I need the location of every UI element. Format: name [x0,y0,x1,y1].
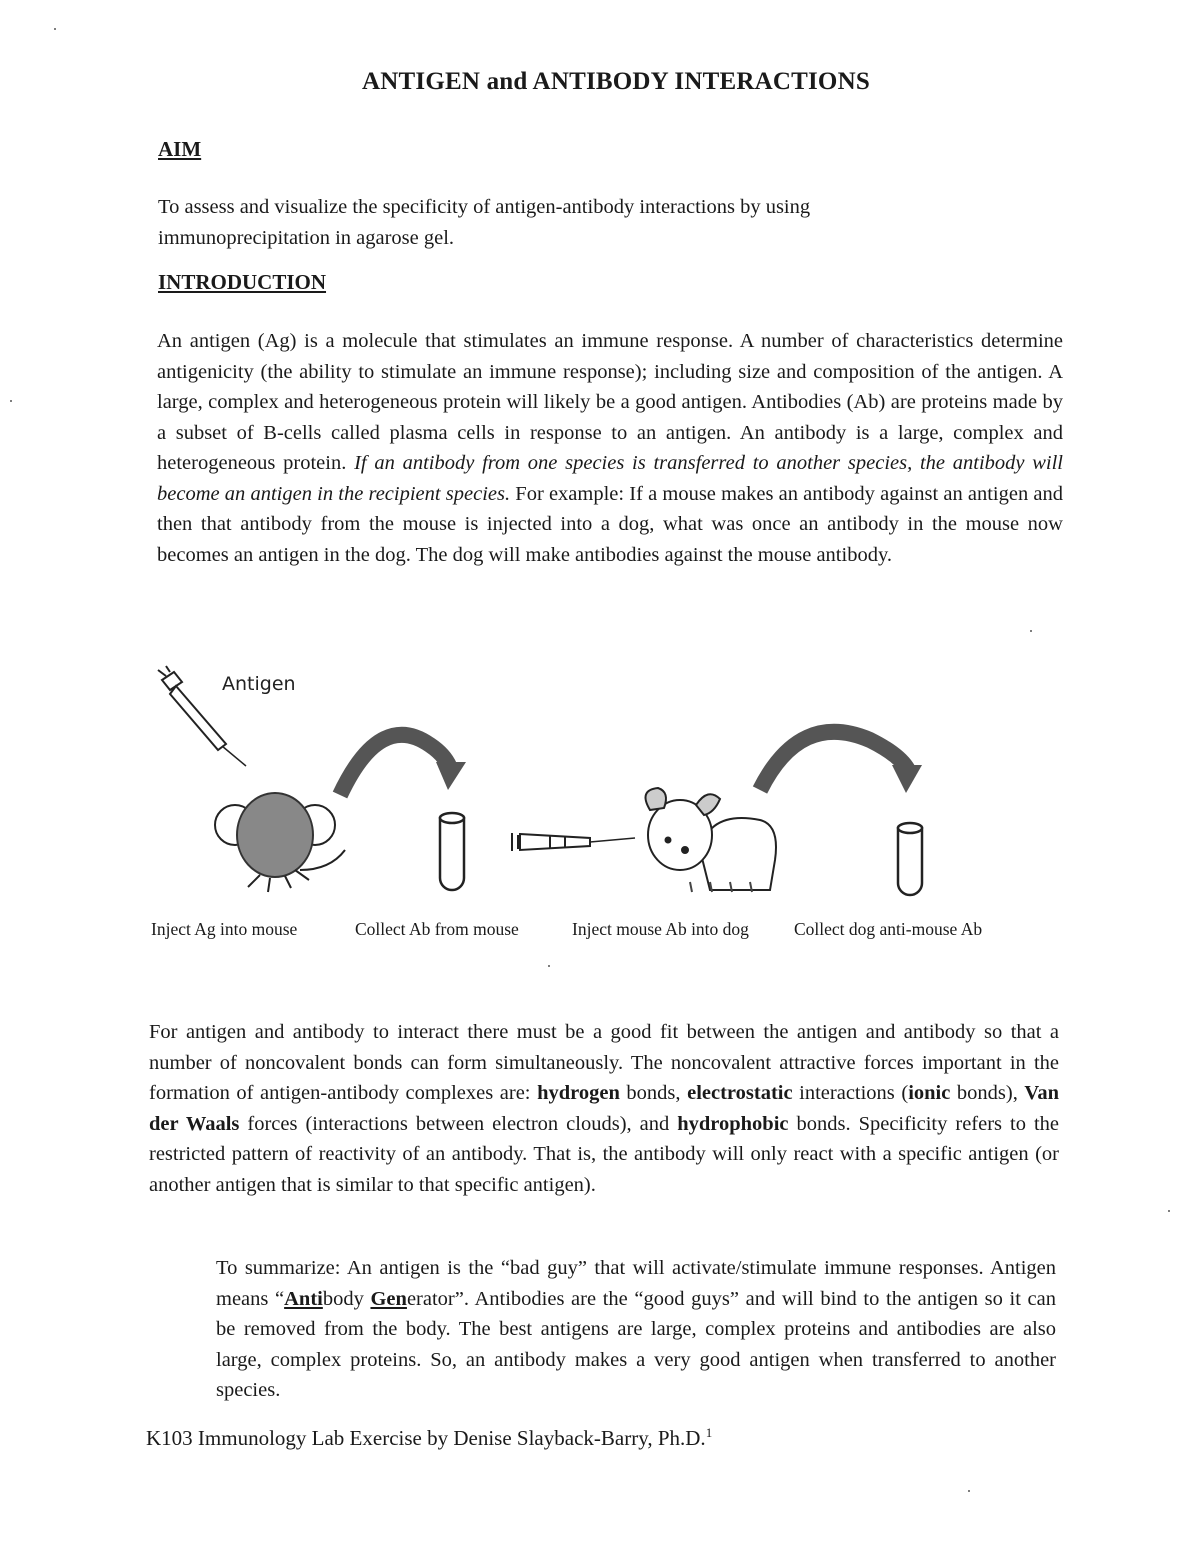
summary-text: To summarize: An antigen is the “bad guy” that will activate/stimulate immune responses. Antigen means “ [216,1257,1056,1310]
syringe-icon [512,833,635,851]
interaction-text: bonds. Specificity refers to the restricted pattern of reactivity of an antibody. That is, the antibody will only react with a specific antigen (or another antigen that is similar to that specific antigen). [149,1112,1059,1196]
page-footer [146,1425,712,1451]
intro-text-2: For example: If a mouse makes an antibody against an antigen and then that antibody from the mouse is injected into a dog, what was once an antibody in the mouse now becomes an antigen in the dog. The dog will make antibodies against the mouse antibody. [157,482,1063,566]
scan-speck [10,400,12,402]
aim-text: To assess and visualize the specificity of antigen-antibody interactions by using immunoprecipitation in agarose gel. [158,196,811,249]
summary-text: body [322,1287,371,1310]
caption-inject-mouse: Inject Ag into mouse [151,919,298,939]
intro-italic: If an antibody from one species is transferred to another species, the antibody will become an antigen in the recipient species. [157,452,1063,505]
term-hydrophobic: hydrophobic [677,1112,789,1135]
mouse-icon [215,793,345,892]
introduction-paragraph [157,326,1063,570]
curved-arrow-icon [340,735,466,795]
immunization-diagram [140,650,1040,910]
dog-icon [646,788,777,892]
antigen-label: Antigen [222,673,296,695]
summary-paragraph [216,1253,1056,1406]
interaction-text: bonds), [950,1082,1025,1104]
scan-speck [54,28,56,30]
caption-collect-mouse-ab: Collect Ab from mouse [355,919,519,939]
curved-arrow-icon [760,732,922,793]
term-ionic: ionic [908,1082,951,1104]
term-anti: Anti [284,1287,323,1310]
interaction-text: forces (interactions between electron clouds), and [239,1112,678,1135]
caption-inject-dog: Inject mouse Ab into dog [572,919,749,939]
caption-collect-dog-ab: Collect dog anti-mouse Ab [794,919,983,939]
aim-heading: AIM [158,137,202,161]
scan-speck [548,965,550,967]
summary-text: erator”. Antibodies are the “good guys” and will bind to the antigen so it can be removed from the body. The best antigens are large, complex proteins and antibodies are also large, complex proteins. So, an antibody makes a very good antigen when transferred to another species. [216,1287,1056,1401]
interaction-text: bonds, [619,1082,688,1104]
term-electrostatic: electrostatic [687,1082,793,1104]
page-title: ANTIGEN and ANTIBODY INTERACTIONS [362,68,870,95]
intro-text-1: An antigen (Ag) is a molecule that stimulates an immune response. A number of characteristics determine antigenicity (the ability to stimulate an immune response); including size and composition of the antigen. A large, complex and heterogeneous protein will likely be a good antigen. Antibodies (Ab) are proteins made by a subset of B-cells called plasma cells in response to an antigen. An antibody is a large, complex and heterogeneous protein. [157,330,1063,474]
term-gen: Gen [370,1287,407,1310]
interaction-paragraph [149,1017,1059,1200]
scan-speck [1030,630,1032,632]
test-tube-icon [898,823,922,895]
term-van-der-waals: Van der Waals [149,1082,1059,1135]
interaction-text: interactions ( [792,1082,909,1104]
interaction-text: For antigen and antibody to interact there must be a good fit between the antigen and antibody so that a number of noncovalent bonds can form simultaneously. The noncovalent attractive forces important in the formation of antigen-antibody complexes are: [149,1021,1059,1104]
test-tube-icon [440,813,464,890]
footer-text: K103 Immunology Lab Exercise by Denise Slayback-Barry, Ph.D. [146,1426,706,1450]
scan-speck [1168,1210,1170,1212]
term-hydrogen: hydrogen [537,1082,620,1104]
introduction-heading: INTRODUCTION [158,270,327,294]
scan-speck [968,1490,970,1492]
page-number: 1 [705,1425,713,1440]
